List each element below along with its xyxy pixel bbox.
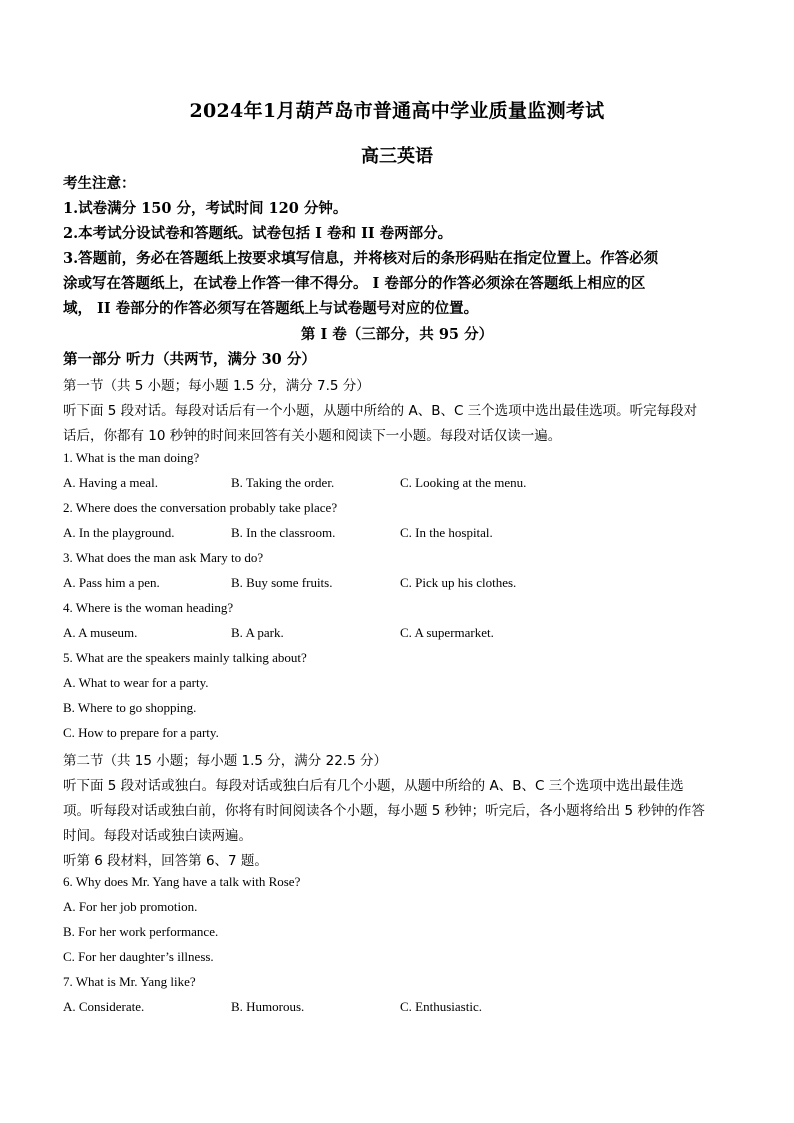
section-2-instructions-line-2: 项。听每段对话或独白前，你将有时间阅读各个小题，每小题 5 秒钟；听完后，各小题将给出 5 秒钟的作答 bbox=[63, 803, 705, 819]
question-7-stem: 7. What is Mr. Yang like? bbox=[63, 974, 196, 989]
volume-heading: 第 I 卷（三部分，共 95 分） bbox=[300, 326, 494, 343]
question-1-stem: 1. What is the man doing? bbox=[63, 450, 200, 465]
question-6-option-b: B. For her work performance. bbox=[63, 924, 219, 939]
question-6-option-c: C. For her daughter’s illness. bbox=[63, 949, 214, 964]
question-1-option-b: B. Taking the order. bbox=[231, 475, 335, 490]
question-4-option-a: A. A museum. bbox=[63, 625, 138, 640]
section-1-instructions-line-1: 听下面 5 段对话。每段对话后有一个小题，从题中所给的 A、B、C 三个选项中选出最佳选项。听完每段对 bbox=[63, 403, 698, 419]
question-7-option-c: C. Enthusiastic. bbox=[400, 999, 482, 1014]
question-6-stem: 6. Why does Mr. Yang have a talk with Rose? bbox=[63, 874, 301, 889]
question-2-stem: 2. Where does the conversation probably take place? bbox=[63, 500, 338, 515]
question-2-option-b: B. In the classroom. bbox=[231, 525, 336, 540]
section-1-heading: 第一节（共 5 小题；每小题 1.5 分，满分 7.5 分） bbox=[63, 378, 370, 394]
question-5-option-c: C. How to prepare for a party. bbox=[63, 725, 219, 740]
question-2-option-c: C. In the hospital. bbox=[400, 525, 493, 540]
question-3-option-b: B. Buy some fruits. bbox=[231, 575, 333, 590]
section-1-instructions-line-2: 话后，你都有 10 秒钟的时间来回答有关小题和阅读下一小题。每段对话仅读一遍。 bbox=[63, 428, 562, 444]
material-6-heading: 听第 6 段材料，回答第 6、7 题。 bbox=[63, 853, 268, 869]
notice-item-1: 1.试卷满分 150 分，考试时间 120 分钟。 bbox=[63, 200, 348, 217]
question-4-option-b: B. A park. bbox=[231, 625, 284, 640]
question-2-option-a: A. In the playground. bbox=[63, 525, 175, 540]
question-3-option-a: A. Pass him a pen. bbox=[63, 575, 160, 590]
question-4-stem: 4. Where is the woman heading? bbox=[63, 600, 234, 615]
question-1-option-a: A. Having a meal. bbox=[63, 475, 158, 490]
question-1-option-c: C. Looking at the menu. bbox=[400, 475, 527, 490]
question-5-option-b: B. Where to go shopping. bbox=[63, 700, 197, 715]
question-4-option-c: C. A supermarket. bbox=[400, 625, 494, 640]
question-5-stem: 5. What are the speakers mainly talking about? bbox=[63, 650, 307, 665]
notice-item-3-line-3: 域， II 卷部分的作答必须写在答题纸上与试卷题号对应的位置。 bbox=[63, 300, 479, 317]
notice-item-3-line-1: 3.答题前，务必在答题纸上按要求填写信息，并将核对后的条形码贴在指定位置上。作答必须 bbox=[63, 250, 659, 267]
section-2-instructions-line-1: 听下面 5 段对话或独白。每段对话或独白后有几个小题，从题中所给的 A、B、C 三个选项中选出最佳选 bbox=[63, 778, 684, 794]
section-2-heading: 第二节（共 15 小题；每小题 1.5 分，满分 22.5 分） bbox=[63, 753, 387, 769]
notice-item-3-line-2: 涂或写在答题纸上，在试卷上作答一律不得分。 I 卷部分的作答必须涂在答题纸上相应的区 bbox=[63, 275, 646, 292]
part-1-heading: 第一部分 听力（共两节，满分 30 分） bbox=[63, 351, 316, 368]
question-3-stem: 3. What does the man ask Mary to do? bbox=[63, 550, 264, 565]
question-7-option-a: A. Considerate. bbox=[63, 999, 145, 1014]
question-7-option-b: B. Humorous. bbox=[231, 999, 305, 1014]
question-6-option-a: A. For her job promotion. bbox=[63, 899, 198, 914]
question-5-option-a: A. What to wear for a party. bbox=[63, 675, 209, 690]
notice-item-2: 2.本考试分设试卷和答题纸。试卷包括 I 卷和 II 卷两部分。 bbox=[63, 225, 453, 242]
notice-heading: 考生注意： bbox=[63, 175, 136, 192]
section-2-instructions-line-3: 时间。每段对话或独白读两遍。 bbox=[63, 828, 252, 844]
question-3-option-c: C. Pick up his clothes. bbox=[400, 575, 517, 590]
exam-title: 2024年1月葫芦岛市普通高中学业质量监测考试 bbox=[189, 100, 605, 122]
exam-subtitle: 高三英语 bbox=[361, 146, 433, 167]
